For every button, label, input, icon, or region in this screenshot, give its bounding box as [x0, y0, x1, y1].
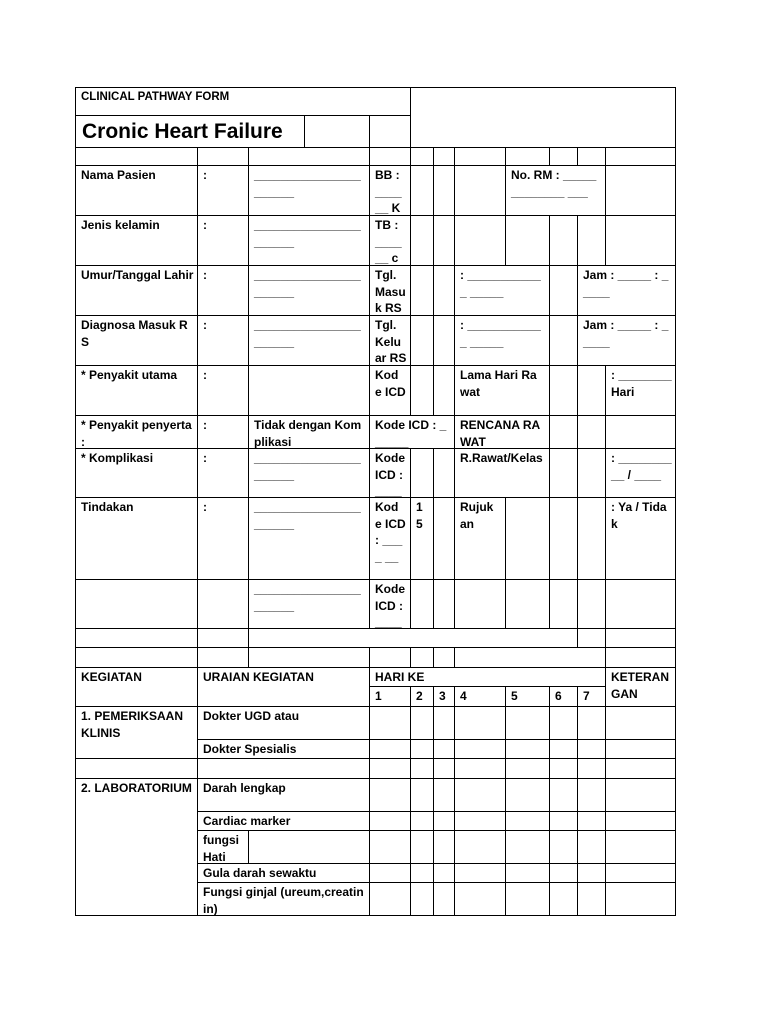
day-check-cell — [410, 811, 434, 831]
blank — [410, 365, 434, 416]
spacer-cell — [505, 147, 550, 166]
field-kode-icd-3: Kod e ICD : ____ __ — [369, 497, 411, 580]
field-ya-tidak: : Ya / Tidak — [605, 497, 676, 580]
colon: : — [197, 215, 249, 266]
blank — [577, 497, 606, 580]
field-umur: ________________ ______ — [248, 265, 370, 316]
day-check-cell — [549, 758, 578, 779]
field-nama-pasien: ________________ ______ — [248, 165, 370, 216]
day-check-cell — [454, 811, 506, 831]
spacer-cell — [577, 628, 606, 648]
colon: : — [197, 415, 249, 449]
day-check-cell — [410, 778, 434, 812]
field-kode-icd-4: Kode ICD : ____ — [369, 579, 411, 629]
day-check-cell — [433, 811, 455, 831]
label-rencana-rawat: RENCANA RAWAT — [454, 415, 550, 449]
day-check-cell — [433, 739, 455, 759]
blank — [433, 215, 455, 266]
colon: : — [197, 165, 249, 216]
label-tgl-masuk: Tgl. Masuk RS — [369, 265, 411, 316]
blank — [410, 215, 434, 266]
blank — [549, 497, 578, 580]
day-check-cell — [433, 863, 455, 883]
blank — [549, 215, 578, 266]
day-check-cell — [454, 863, 506, 883]
day-check-cell — [505, 706, 550, 740]
day-check-cell — [433, 758, 455, 779]
day-check-cell — [369, 739, 411, 759]
blank — [410, 448, 434, 498]
day-check-cell — [454, 706, 506, 740]
spacer-cell — [248, 647, 370, 668]
spacer-cell — [197, 647, 249, 668]
label-kode-icd: Kod e ICD — [369, 365, 411, 416]
blank — [454, 215, 506, 266]
day-check-cell — [369, 811, 411, 831]
spacer-cell — [369, 147, 411, 166]
day-check-cell — [577, 739, 606, 759]
label-rujukan: Rujuk an — [454, 497, 506, 580]
label-lama-hari-rawat: Lama Hari Rawat — [454, 365, 550, 416]
day-check-cell — [454, 830, 506, 864]
spacer-cell — [75, 147, 198, 166]
day-check-cell — [549, 778, 578, 812]
spacer-cell — [197, 147, 249, 166]
label-laboratorium: 2. LABORATORIUM — [75, 778, 198, 916]
field-rawat-kelas: : ________ __ / ____ — [605, 448, 676, 498]
day-check-cell — [549, 863, 578, 883]
col-keterangan: KETERANGAN — [605, 667, 676, 707]
label-jenis-kelamin: Jenis kelamin — [75, 215, 198, 266]
spacer-cell — [197, 628, 249, 648]
field-tgl-keluar: : ____________ _____ — [454, 315, 550, 366]
day-check-cell — [549, 882, 578, 916]
day-check-cell — [369, 778, 411, 812]
label-pemeriksaan-klinis: 1. PEMERIKSAAN KLINIS — [75, 706, 198, 759]
value-tidak-komplikasi: Tidak dengan Komplikasi — [248, 415, 370, 449]
spacer-cell — [369, 647, 411, 668]
day-check-cell — [549, 811, 578, 831]
day-check-cell — [577, 863, 606, 883]
blank — [410, 265, 434, 316]
day-check-cell — [454, 739, 506, 759]
day-check-cell — [605, 882, 676, 916]
blank — [410, 579, 434, 629]
day-check-cell — [605, 863, 676, 883]
day-check-cell — [454, 882, 506, 916]
day-2: 2 — [410, 686, 434, 707]
spacer-cell — [75, 647, 198, 668]
col-uraian-kegiatan: URAIAN KEGIATAN — [197, 667, 370, 707]
blank — [433, 448, 455, 498]
blank — [248, 365, 370, 416]
field-jam-masuk: Jam : _____ : _____ — [577, 265, 676, 316]
blank — [549, 265, 578, 316]
day-check-cell — [605, 811, 676, 831]
spacer-cell — [433, 647, 455, 668]
day-6: 6 — [549, 686, 578, 707]
colon: : — [197, 315, 249, 366]
item-fungsi-ginjal: Fungsi ginjal (ureum,creatinin) — [197, 882, 370, 916]
label-komplikasi: * Komplikasi — [75, 448, 198, 498]
day-check-cell — [505, 778, 550, 812]
day-check-cell — [577, 882, 606, 916]
blank — [197, 579, 249, 629]
spacer-cell — [605, 647, 676, 668]
field-diagnosa: ________________ ______ — [248, 315, 370, 366]
blank — [433, 497, 455, 580]
blank — [454, 579, 506, 629]
label-penyakit-penyerta: * Penyakit penyerta : — [75, 415, 198, 449]
colon: : — [197, 497, 249, 580]
day-check-cell — [605, 778, 676, 812]
day-check-cell — [577, 758, 606, 779]
day-check-cell — [549, 830, 578, 864]
field-komplikasi: ________________ ______ — [248, 448, 370, 498]
blank — [433, 315, 455, 366]
day-check-cell — [577, 778, 606, 812]
day-check-cell — [369, 758, 411, 779]
day-check-cell — [505, 863, 550, 883]
day-check-cell — [577, 706, 606, 740]
field-kode-icd: Kode ICD : ______ — [369, 415, 455, 449]
blank — [577, 215, 606, 266]
label-tgl-keluar: Tgl. Keluar RS — [369, 315, 411, 366]
blank — [505, 497, 550, 580]
day-check-cell — [410, 863, 434, 883]
field-bb: BB : ______ K — [369, 165, 411, 216]
blank — [577, 415, 606, 449]
day-check-cell — [577, 811, 606, 831]
field-jenis-kelamin: ________________ ______ — [248, 215, 370, 266]
spacer-cell — [577, 147, 606, 166]
form-header-label: CLINICAL PATHWAY FORM — [75, 87, 411, 116]
blank — [577, 579, 606, 629]
spacer-cell — [248, 147, 370, 166]
col-hari-ke: HARI KE — [369, 667, 606, 687]
header-blank-box — [410, 87, 676, 148]
day-check-cell — [605, 758, 676, 779]
blank — [577, 365, 606, 416]
day-check-cell — [605, 739, 676, 759]
blank — [605, 579, 676, 629]
field-jam-keluar: Jam : _____ : _____ — [577, 315, 676, 366]
field-tindakan-2: ________________ ______ — [248, 579, 370, 629]
blank — [549, 365, 578, 416]
label-tindakan: Tindakan — [75, 497, 198, 580]
day-check-cell — [505, 758, 550, 779]
day-check-cell — [410, 830, 434, 864]
blank — [433, 265, 455, 316]
day-3: 3 — [433, 686, 455, 707]
blank — [433, 579, 455, 629]
blank — [505, 215, 550, 266]
blank — [433, 165, 455, 216]
field-no-rm: No. RM : _____________ ___ — [505, 165, 606, 216]
spacer-cell — [75, 628, 198, 648]
spacer-cell — [410, 647, 434, 668]
day-check-cell — [505, 811, 550, 831]
field-kode-icd-2: Kode ICD : ____ — [369, 448, 411, 498]
blank — [605, 415, 676, 449]
blank — [605, 215, 676, 266]
blank — [605, 165, 676, 216]
day-check-cell — [433, 882, 455, 916]
day-check-cell — [454, 778, 506, 812]
field-tindakan: ________________ ______ — [248, 497, 370, 580]
day-check-cell — [549, 739, 578, 759]
blank — [454, 165, 506, 216]
field-hari: : ________ Hari — [605, 365, 676, 416]
blank — [410, 315, 434, 366]
label-penyakit-utama: * Penyakit utama — [75, 365, 198, 416]
day-check-cell — [433, 830, 455, 864]
blank — [75, 579, 198, 629]
item-dokter-spesialis: Dokter Spesialis — [197, 739, 370, 759]
spacer-cell — [197, 758, 370, 779]
colon: : — [197, 448, 249, 498]
item-darah-lengkap: Darah lengkap — [197, 778, 370, 812]
day-check-cell — [369, 863, 411, 883]
spacer-cell — [75, 758, 198, 779]
item-dokter-ugd: Dokter UGD atau — [197, 706, 370, 740]
spacer-cell — [605, 628, 676, 648]
spacer-cell — [549, 147, 578, 166]
day-5: 5 — [505, 686, 550, 707]
day-check-cell — [454, 758, 506, 779]
item-fungsi-hati: fungsi Hati — [197, 830, 249, 864]
colon: : — [197, 365, 249, 416]
day-4: 4 — [454, 686, 506, 707]
title-blank-1 — [304, 115, 370, 148]
spacer-cell — [410, 147, 434, 166]
label-rawat-kelas: R.Rawat/Kelas — [454, 448, 550, 498]
item-gula-darah: Gula darah sewaktu — [197, 863, 370, 883]
day-check-cell — [410, 739, 434, 759]
form-title: Cronic Heart Failure — [75, 115, 305, 148]
day-check-cell — [410, 706, 434, 740]
blank — [433, 365, 455, 416]
spacer-cell — [454, 647, 606, 668]
day-1: 1 — [369, 686, 411, 707]
day-check-cell — [369, 882, 411, 916]
blank — [410, 165, 434, 216]
blank — [549, 315, 578, 366]
title-blank-2 — [369, 115, 411, 148]
blank — [549, 448, 578, 498]
colon: : — [197, 265, 249, 316]
day-check-cell — [605, 830, 676, 864]
day-check-cell — [369, 706, 411, 740]
blank — [549, 579, 578, 629]
day-check-cell — [549, 706, 578, 740]
spacer-cell — [248, 628, 578, 648]
day-check-cell — [369, 830, 411, 864]
day-7: 7 — [577, 686, 606, 707]
col-kegiatan: KEGIATAN — [75, 667, 198, 707]
blank — [248, 830, 370, 864]
day-check-cell — [505, 882, 550, 916]
day-check-cell — [505, 830, 550, 864]
field-tgl-masuk: : ____________ _____ — [454, 265, 550, 316]
field-tb: TB : ______ c — [369, 215, 411, 266]
day-check-cell — [505, 739, 550, 759]
spacer-cell — [454, 147, 506, 166]
day-check-cell — [605, 706, 676, 740]
spacer-cell — [433, 147, 455, 166]
label-nama-pasien: Nama Pasien — [75, 165, 198, 216]
blank — [505, 579, 550, 629]
label-diagnosa-masuk: Diagnosa Masuk RS — [75, 315, 198, 366]
value-15: 1 5 — [410, 497, 434, 580]
day-check-cell — [410, 882, 434, 916]
blank — [577, 448, 606, 498]
blank — [549, 415, 578, 449]
label-umur-tanggal-lahir: Umur/Tanggal Lahir — [75, 265, 198, 316]
day-check-cell — [577, 830, 606, 864]
day-check-cell — [433, 706, 455, 740]
day-check-cell — [410, 758, 434, 779]
day-check-cell — [433, 778, 455, 812]
spacer-cell — [605, 147, 676, 166]
item-cardiac-marker: Cardiac marker — [197, 811, 370, 831]
